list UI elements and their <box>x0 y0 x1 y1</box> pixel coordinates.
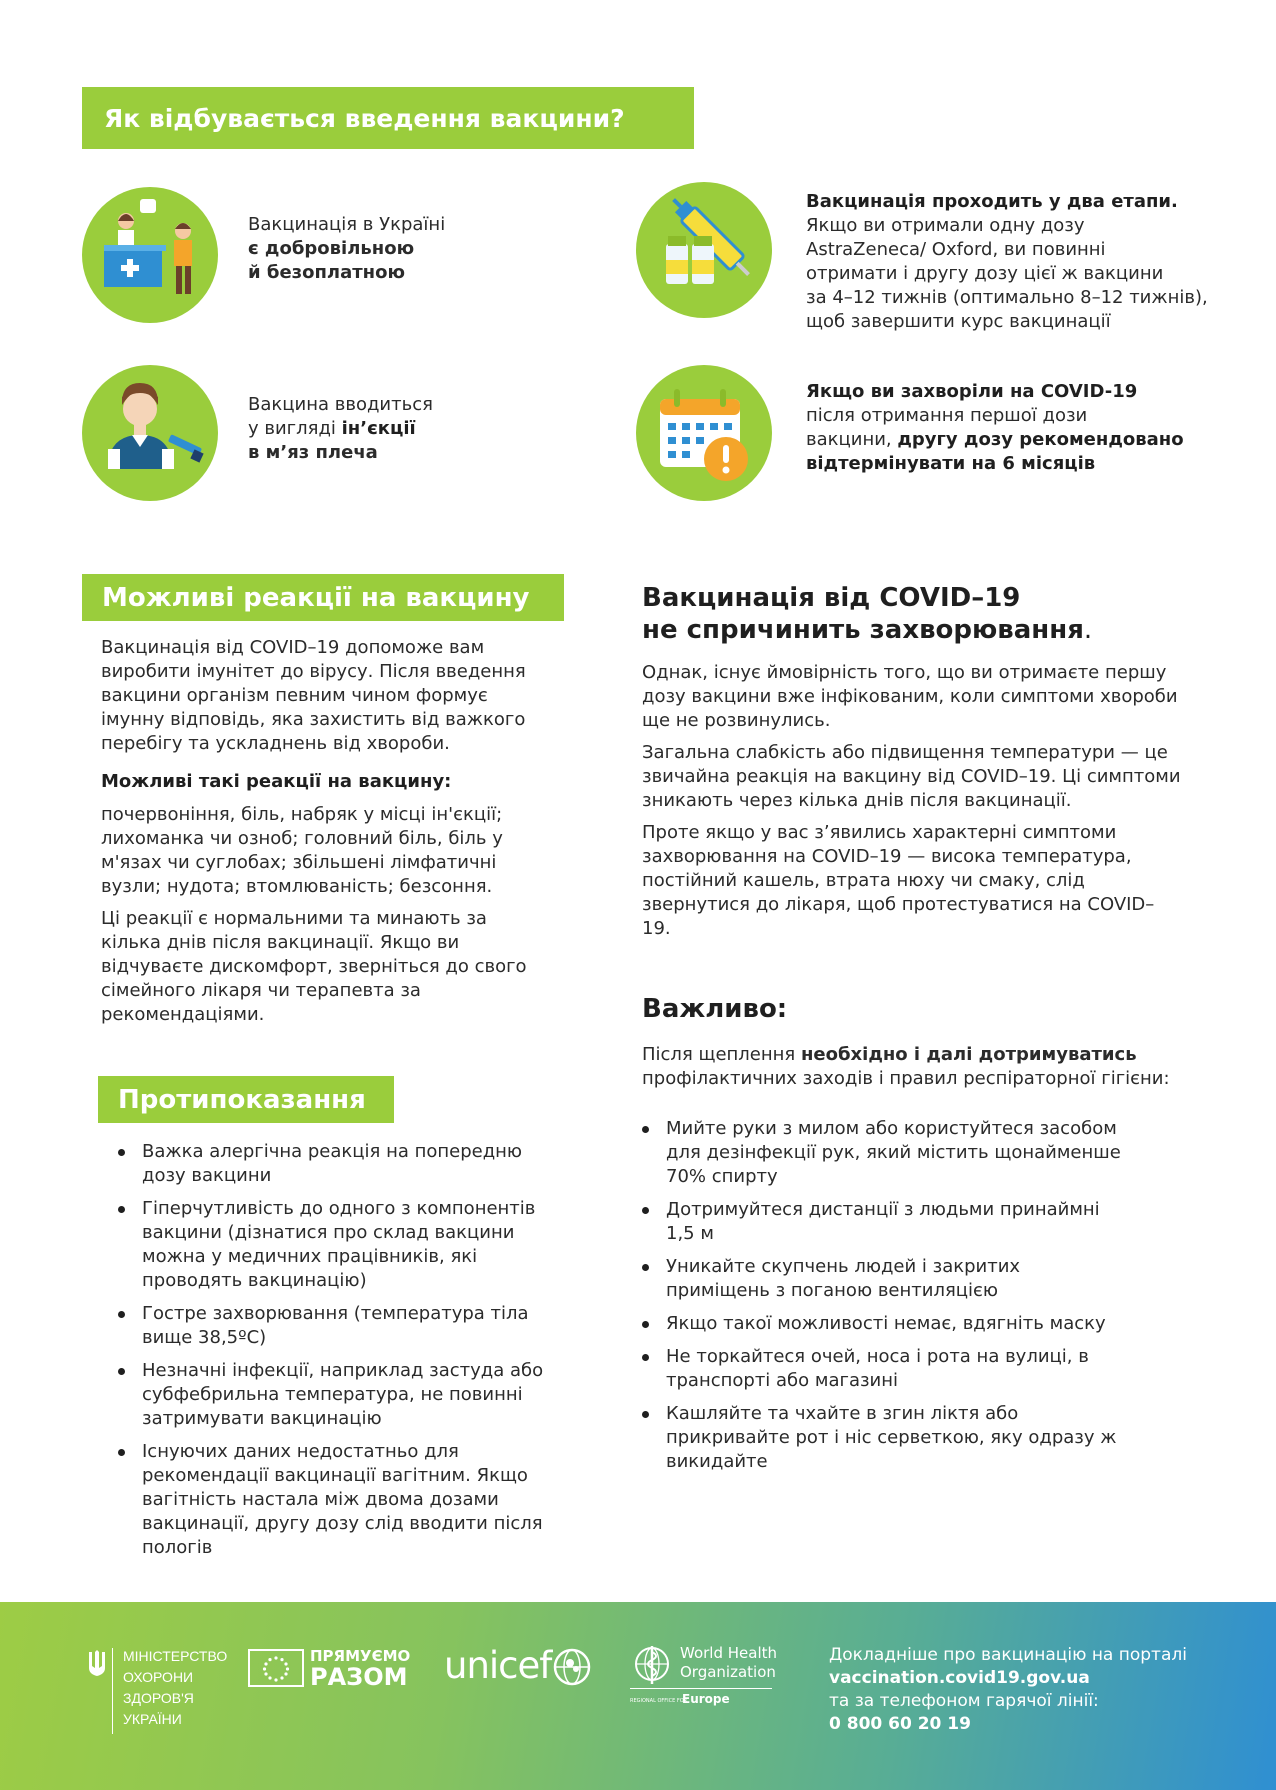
who-region: Europe <box>682 1692 730 1706</box>
eu-text-bottom: РАЗОМ <box>310 1663 408 1691</box>
feature-covid-illness <box>806 380 1246 476</box>
footer-portal-link[interactable]: vaccination.covid19.gov.ua <box>829 1668 1090 1688</box>
reactions-outro: Ці реакції є нормальними та минають за кілька днів після вакцинації. Якщо ви відчуваєте дискомфорт, зверніться до свого сімейного лікаря чи терапевта за рекомендаціями. <box>101 908 527 1025</box>
ministry-line: УКРАЇНИ <box>123 1711 182 1727</box>
feature-line-bold: в м’яз плеча <box>248 442 378 463</box>
feature-line: Вакцинація в Україні <box>248 214 446 235</box>
contraindications-list <box>102 1140 552 1569</box>
who-line-1: World Health <box>680 1644 778 1662</box>
syringe-vials-icon <box>636 182 772 318</box>
footer-info-line: Докладніше про вакцинацію на порталі <box>829 1645 1187 1665</box>
list-item: Кашляйте та чхайте в згин ліктя або прикривайте рот і ніс серветкою, яку одразу ж викидайте <box>626 1402 1126 1474</box>
feature-line-bold: відтермінувати на 6 місяців <box>806 453 1096 474</box>
ministry-line: ОХОРОНИ <box>123 1669 194 1685</box>
feature-line-bold: є добровільною <box>248 238 415 259</box>
feature-line <box>806 428 1246 452</box>
calendar-warning-icon <box>636 365 772 501</box>
feature-text-bold: ін’єкції <box>341 418 416 439</box>
eu-text-top: ПРЯМУЄМО <box>310 1647 411 1665</box>
feature-line: щоб завершити курс вакцинації <box>806 311 1111 332</box>
covid-paragraph-1: Однак, існує ймовірність того, що ви отримаєте першу дозу вакцини вже інфікованим, коли симптоми хвороби ще не розвинулись. <box>642 662 1178 731</box>
covid-body <box>642 661 1182 949</box>
reactions-intro: Вакцинація від COVID–19 допоможе вам виробити імунітет до вірусу. Після введення вакцини організм певним чином формує імунну відповідь, яка захистить від важкого перебігу та ускладнень від хвороби. <box>101 637 526 754</box>
feature-line <box>248 417 548 441</box>
list-item: Незначні інфекції, наприклад застуда або субфебрильна температура, не повинні затримувати вакцинацію <box>102 1359 552 1431</box>
important-intro-bold: необхідно і далі дотримуватись <box>800 1044 1137 1065</box>
feature-injection <box>248 393 548 465</box>
feature-line: за 4–12 тижнів (оптимально 8–12 тижнів), <box>806 287 1208 308</box>
feature-line-bold: Вакцинація проходить у два етапи. <box>806 191 1178 212</box>
ministry-line: ЗДОРОВ'Я <box>123 1690 194 1706</box>
footer <box>0 1602 1276 1790</box>
list-item: Якщо такої можливості немає, вдягніть маску <box>626 1312 1126 1336</box>
list-item: Мийте руки з милом або користуйтеся засобом для дезінфекції рук, який містить щонайменше 70% спирту <box>626 1117 1126 1189</box>
list-item: Гіперчутливість до одного з компонентів вакцини (дізнатися про склад вакцини можна у медичних працівників, які проводять вакцинацію) <box>102 1197 552 1293</box>
covid-heading <box>642 582 1242 646</box>
unicef-text: unicef <box>444 1644 552 1687</box>
list-item: Дотримуйтеся дистанції з людьми принаймні 1,5 м <box>626 1198 1126 1246</box>
feature-line: Вакцина вводиться <box>248 394 433 415</box>
covid-heading-line2-text: не спричинить захворювання <box>642 615 1084 645</box>
important-intro-text: Після щеплення <box>642 1044 801 1065</box>
footer-info <box>829 1644 1187 1736</box>
list-item: Важка алергічна реакція на попередню дозу вакцини <box>102 1140 552 1188</box>
footer-hotline-phone[interactable]: 0 800 60 20 19 <box>829 1714 971 1734</box>
list-item: Гостре захворювання (температура тіла вище 38,5ºC) <box>102 1302 552 1350</box>
reception-desk-icon <box>82 187 218 323</box>
footer-info-line: та за телефоном гарячої лінії: <box>829 1691 1099 1711</box>
list-item: Не торкайтеся очей, носа і рота на вулиці, в транспорті або магазині <box>626 1345 1126 1393</box>
unicef-emblem-icon <box>552 1647 592 1687</box>
section-title-contraindications <box>98 1076 394 1123</box>
unicef-logo <box>444 1644 551 1687</box>
section-title-reactions <box>82 574 564 621</box>
who-small: REGIONAL OFFICE FOR <box>630 1698 688 1704</box>
who-line-2: Organization <box>680 1663 776 1681</box>
feature-text-bold: другу дозу рекомендовано <box>897 429 1184 450</box>
covid-heading-line1: Вакцинація від COVID–19 <box>642 583 1021 613</box>
covid-heading-line2 <box>642 614 1242 646</box>
injection-arm-icon <box>82 365 218 501</box>
covid-paragraph-3: Проте якщо у вас з’явились характерні симптоми захворювання на COVID–19 — висока температура, постійний кашель, втрата нюху чи смаку, слід звернутися до лікаря, щоб протестуватися на COVID–19. <box>642 822 1155 939</box>
reactions-subheading: Можливі такі реакції на вакцину: <box>101 771 452 792</box>
eu-flag-icon <box>248 1649 304 1687</box>
who-emblem-icon <box>630 1642 674 1686</box>
section-title-text: Як відбувається введення вакцини? <box>104 103 625 133</box>
list-item: Існуючих даних недостатньо для рекомендації вакцинації вагітним. Якщо вагітність настала між двома дозами вакцинації, другу дозу слід вводити після пологів <box>102 1440 552 1560</box>
covid-heading-dot: . <box>1083 615 1093 645</box>
feature-text: вакцини, <box>806 429 898 450</box>
reactions-body <box>101 636 541 1035</box>
list-item: Уникайте скупчень людей і закритих приміщень з поганою вентиляцією <box>626 1255 1126 1303</box>
feature-voluntary <box>248 213 548 285</box>
reactions-list: почервоніння, біль, набряк у місці ін'єкції; лихоманка чи озноб; головний біль, біль у м'язах чи суглобах; збільшені лімфатичні вузли; нудота; втомлюваність; безсоння. <box>101 804 503 897</box>
important-intro-text: профілактичних заходів і правил респіраторної гігієни: <box>642 1068 1170 1089</box>
feature-two-stages <box>806 190 1246 334</box>
feature-line: отримати і другу дозу цієї ж вакцини <box>806 263 1164 284</box>
feature-line: AstraZeneca/ Oxford, ви повинні <box>806 239 1106 260</box>
ministry-line: МІНІСТЕРСТВО <box>123 1648 228 1664</box>
section-title-vaccination <box>82 87 694 149</box>
important-heading: Важливо: <box>642 994 788 1024</box>
covid-paragraph-2: Загальна слабкість або підвищення температури — це звичайна реакція на вакцину від COVID–19. Ці симптоми зникають через кілька днів після вакцинації. <box>642 742 1181 811</box>
section-title-text: Протипоказання <box>118 1084 366 1115</box>
feature-line: після отримання першої дози <box>806 405 1088 426</box>
important-intro <box>642 1043 1202 1091</box>
section-title-text: Можливі реакції на вакцину <box>102 582 530 613</box>
feature-line: Якщо ви отримали одну дозу <box>806 215 1085 236</box>
important-list <box>626 1117 1126 1483</box>
feature-line-bold: Якщо ви захворіли на COVID-19 <box>806 381 1138 402</box>
feature-line-bold: й безоплатною <box>248 262 405 283</box>
trident-icon <box>88 1650 106 1680</box>
feature-text: у вигляді <box>248 418 342 439</box>
